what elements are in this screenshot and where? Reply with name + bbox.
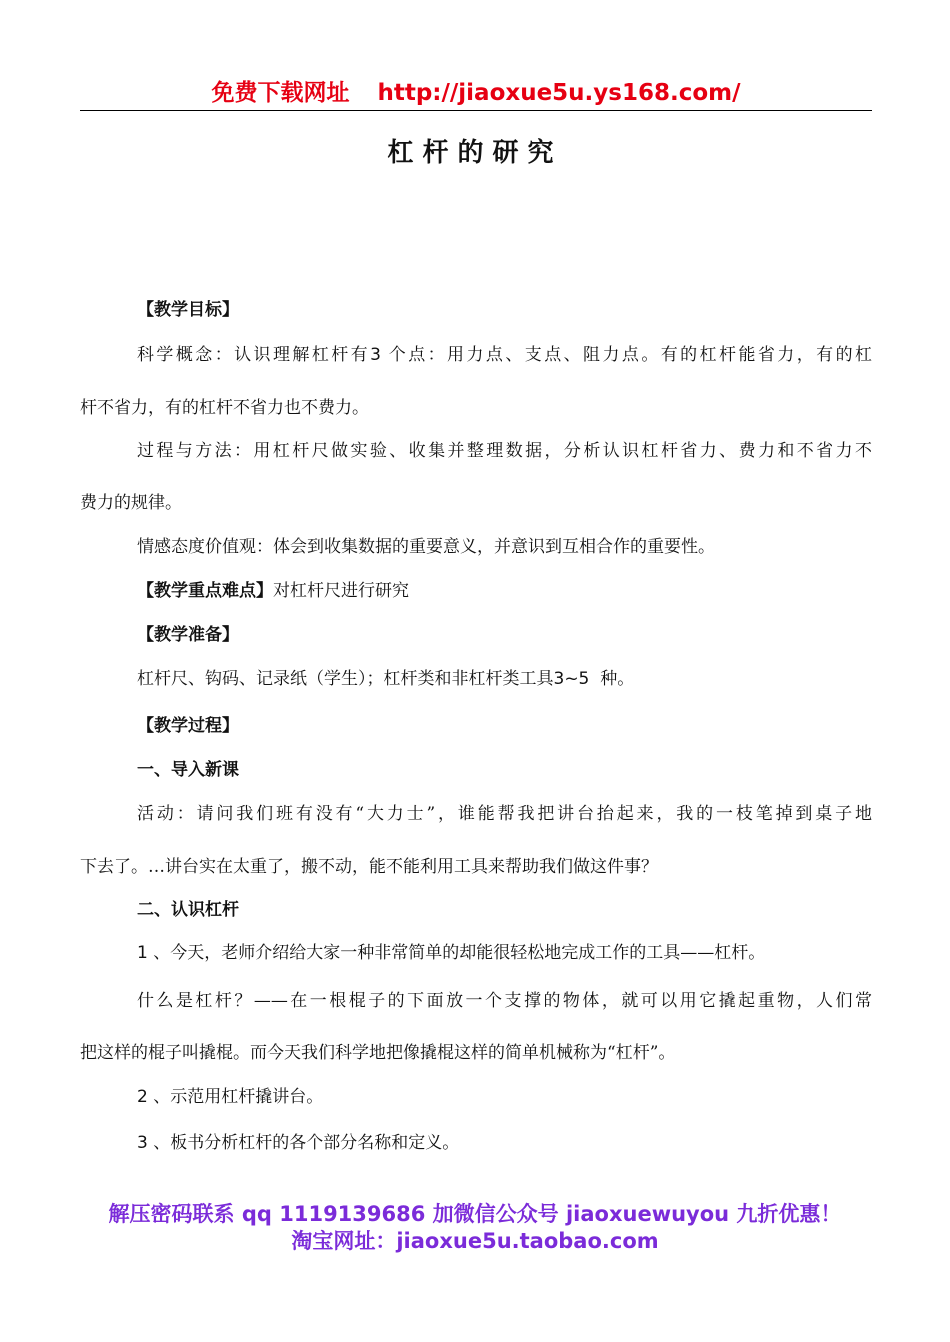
objectives-heading: 【教学目标】 bbox=[137, 300, 239, 320]
item-1-line bbox=[137, 941, 872, 965]
header-label: 免费下载网址 bbox=[211, 80, 350, 106]
attitude-line: 情感态度价值观：体会到收集数据的重要意义，并意识到互相合作的重要性。 bbox=[137, 537, 715, 557]
page-title: 杠杆的研究 bbox=[387, 138, 563, 168]
process-heading: 【教学过程】 bbox=[137, 716, 239, 736]
activity-line-1: 活动：请问我们班有没有“大力士”，谁能帮我把讲台抬起来，我的一枝笔掉到桌子地 bbox=[137, 804, 872, 824]
what-is-lever-line-2: 把这样的棍子叫撬棍。而今天我们科学地把像撬棍这样的简单机械称为“杠杆”。 bbox=[80, 1043, 676, 1063]
footer-taobao-link[interactable]: 淘宝网址：jiaoxue5u.taobao.com bbox=[291, 1229, 659, 1253]
item-1-number: 1 bbox=[137, 943, 148, 963]
header-banner bbox=[80, 76, 872, 111]
part-one-heading: 一、导入新课 bbox=[137, 760, 239, 780]
key-points-line bbox=[137, 579, 872, 603]
process-line-2: 费力的规律。 bbox=[80, 493, 182, 513]
header-url-link[interactable]: http://jiaoxue5u.ys168.com/ bbox=[377, 80, 741, 106]
item-3-line bbox=[137, 1131, 872, 1155]
key-points-text: 对杠杆尺进行研究 bbox=[273, 581, 409, 601]
part-two-heading: 二、认识杠杆 bbox=[137, 900, 239, 920]
item-1-text: 、今天，老师介绍给大家一种非常简单的却能很轻松地完成工作的工具——杠杆。 bbox=[147, 943, 766, 963]
item-3-number: 3 bbox=[137, 1133, 148, 1153]
item-2-line bbox=[137, 1085, 872, 1109]
what-is-lever-line-1: 什么是杠杆？——在一根棍子的下面放一个支撑的物体，就可以用它撬起重物，人们常 bbox=[137, 991, 872, 1011]
preparation-heading: 【教学准备】 bbox=[137, 625, 239, 645]
item-3-text: 、板书分析杠杆的各个部分名称和定义。 bbox=[147, 1133, 460, 1153]
process-line-1: 过程与方法：用杠杆尺做实验、收集并整理数据，分析认识杠杆省力、费力和不省力不 bbox=[137, 441, 872, 461]
item-2-number: 2 bbox=[137, 1087, 148, 1107]
key-points-heading: 【教学重点难点】 bbox=[137, 581, 273, 601]
concept-text-a: 科学概念：认识理解杠杆有 bbox=[137, 345, 371, 365]
preparation-line bbox=[137, 667, 872, 691]
concept-number: 3 bbox=[370, 345, 381, 365]
concept-text-b: 个点：用力点、支点、阻力点。有的杠杆能省力，有的杠 bbox=[380, 345, 873, 365]
preparation-text-a: 杠杆尺、钩码、记录纸（学生）；杠杆类和非杠杆类工具 bbox=[137, 669, 554, 689]
footer-contact-line: 解压密码联系 qq 1119139686 加微信公众号 jiaoxuewuyou 九折优惠！ bbox=[108, 1202, 842, 1226]
item-2-text: 、示范用杠杆撬讲台。 bbox=[147, 1087, 324, 1107]
preparation-text-b: 种。 bbox=[589, 669, 635, 689]
preparation-number: 3~5 bbox=[553, 669, 590, 689]
concept-line-1 bbox=[137, 343, 872, 367]
activity-line-2: 下去了。…讲台实在太重了，搬不动，能不能利用工具来帮助我们做这件事？ bbox=[80, 857, 658, 877]
concept-line-2: 杆不省力，有的杠杆不省力也不费力。 bbox=[80, 398, 369, 418]
